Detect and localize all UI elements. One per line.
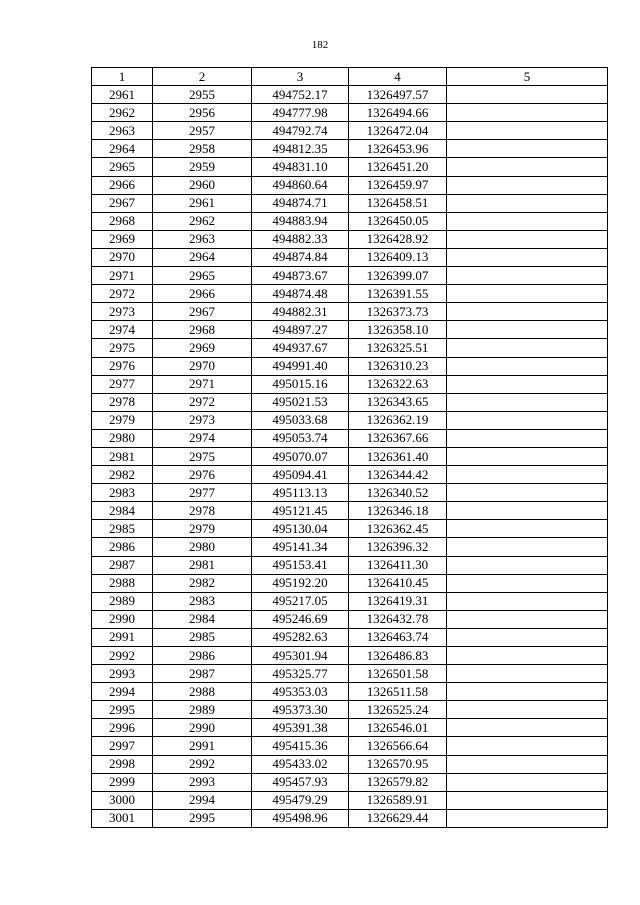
column-header: 3 [252,68,349,86]
table-cell: 1326411.30 [349,556,447,574]
table-cell: 1326458.51 [349,194,447,212]
table-cell: 495301.94 [252,647,349,665]
table-cell: 495121.45 [252,502,349,520]
table-cell [447,809,608,827]
table-cell: 2967 [92,194,153,212]
table-cell [447,267,608,285]
table-cell: 494812.35 [252,140,349,158]
table-cell: 2979 [153,520,252,538]
table-cell: 2982 [153,574,252,592]
table-cell [447,574,608,592]
table-row [92,303,608,321]
table-cell: 495498.96 [252,809,349,827]
table-cell: 2956 [153,104,252,122]
table-row [92,755,608,773]
table-cell: 2981 [92,447,153,465]
table-row [92,140,608,158]
table-row [92,447,608,465]
table-cell: 1326494.66 [349,104,447,122]
table-cell [447,773,608,791]
table-cell [447,339,608,357]
table-cell: 2999 [92,773,153,791]
table-row [92,86,608,104]
table-row [92,267,608,285]
table-cell: 2992 [153,755,252,773]
table-row [92,104,608,122]
table-row [92,411,608,429]
table-cell: 2966 [92,176,153,194]
table-cell: 495153.41 [252,556,349,574]
table-cell [447,158,608,176]
table-cell: 2985 [153,628,252,646]
table-header-row [92,68,608,86]
table-cell: 2970 [92,248,153,266]
table-cell: 1326396.32 [349,538,447,556]
table-cell [447,411,608,429]
table-row [92,285,608,303]
table-cell: 2986 [92,538,153,556]
table-cell: 1326497.57 [349,86,447,104]
table-row [92,701,608,719]
table-cell: 495325.77 [252,665,349,683]
table-cell: 1326410.45 [349,574,447,592]
table-cell: 1326525.24 [349,701,447,719]
table-cell: 494897.27 [252,321,349,339]
table-cell: 3000 [92,791,153,809]
table-cell: 2971 [92,267,153,285]
table-cell: 2993 [153,773,252,791]
table-row [92,610,608,628]
table-cell: 1326459.97 [349,176,447,194]
coordinates-table [91,67,608,828]
table-cell: 2977 [92,375,153,393]
table-cell: 1326340.52 [349,484,447,502]
table-cell: 494874.84 [252,248,349,266]
table-cell [447,520,608,538]
table-cell: 1326373.73 [349,303,447,321]
table-cell: 2976 [92,357,153,375]
table-cell: 2988 [153,683,252,701]
table-cell: 2978 [92,393,153,411]
table-cell [447,538,608,556]
table-cell: 2980 [92,429,153,447]
table-cell: 494752.17 [252,86,349,104]
table-row [92,520,608,538]
table-cell: 2963 [153,230,252,248]
table-cell [447,357,608,375]
table-cell [447,719,608,737]
table-row [92,339,608,357]
table-cell [447,502,608,520]
table-cell: 494882.33 [252,230,349,248]
table-cell: 1326344.42 [349,466,447,484]
table-body [92,86,608,828]
table-cell: 495457.93 [252,773,349,791]
table-cell: 2958 [153,140,252,158]
table-cell: 2996 [92,719,153,737]
table-cell: 2985 [92,520,153,538]
table-cell: 2986 [153,647,252,665]
table-cell: 494831.10 [252,158,349,176]
table-cell: 2957 [153,122,252,140]
table-cell: 2974 [153,429,252,447]
table-cell [447,665,608,683]
table-cell: 495415.36 [252,737,349,755]
table-cell: 2969 [153,339,252,357]
table-cell: 2991 [92,628,153,646]
table-cell: 2970 [153,357,252,375]
table-cell: 2966 [153,285,252,303]
table-row [92,556,608,574]
table-cell: 2962 [92,104,153,122]
table-row [92,538,608,556]
table-cell: 494874.48 [252,285,349,303]
table-cell: 494777.98 [252,104,349,122]
table-cell: 495217.05 [252,592,349,610]
table-cell [447,556,608,574]
table-cell [447,755,608,773]
table-row [92,737,608,755]
table-cell: 2998 [92,755,153,773]
column-header: 5 [447,68,608,86]
table-cell: 1326419.31 [349,592,447,610]
table-cell: 2987 [92,556,153,574]
table-cell: 494874.71 [252,194,349,212]
table-row [92,321,608,339]
table-row [92,194,608,212]
table-cell [447,230,608,248]
table-row [92,429,608,447]
table-cell [447,701,608,719]
table-row [92,791,608,809]
table-cell: 2968 [92,212,153,230]
table-cell: 1326453.96 [349,140,447,158]
table-cell: 1326361.40 [349,447,447,465]
table-cell: 1326391.55 [349,285,447,303]
table-row [92,248,608,266]
table-cell: 2979 [92,411,153,429]
table-cell: 1326362.45 [349,520,447,538]
table-cell: 2967 [153,303,252,321]
table-cell: 2963 [92,122,153,140]
table-cell: 495021.53 [252,393,349,411]
table-cell: 1326358.10 [349,321,447,339]
table-cell: 495094.41 [252,466,349,484]
table-cell [447,104,608,122]
table-cell: 1326428.92 [349,230,447,248]
table-cell [447,194,608,212]
table-cell: 1326511.58 [349,683,447,701]
table-cell: 2976 [153,466,252,484]
table-cell: 2977 [153,484,252,502]
table-cell: 1326343.65 [349,393,447,411]
table-row [92,809,608,827]
table-cell: 3001 [92,809,153,827]
table-cell: 495479.29 [252,791,349,809]
table-cell [447,610,608,628]
table-cell: 494882.31 [252,303,349,321]
table-cell: 2978 [153,502,252,520]
table-row [92,773,608,791]
table-cell: 495053.74 [252,429,349,447]
table-cell [447,176,608,194]
table-cell: 494792.74 [252,122,349,140]
table-cell [447,484,608,502]
column-header: 2 [153,68,252,86]
table-cell: 2990 [153,719,252,737]
table-cell: 494883.94 [252,212,349,230]
table-cell: 2995 [92,701,153,719]
table-cell [447,212,608,230]
table-cell: 495130.04 [252,520,349,538]
column-header: 4 [349,68,447,86]
table-cell: 1326472.04 [349,122,447,140]
table-row [92,592,608,610]
table-cell [447,321,608,339]
table-cell: 1326501.58 [349,665,447,683]
table-cell: 2964 [153,248,252,266]
table-row [92,212,608,230]
table-cell: 495015.16 [252,375,349,393]
table-cell: 2968 [153,321,252,339]
table-cell: 2969 [92,230,153,248]
table-cell: 2994 [153,791,252,809]
table-row [92,628,608,646]
table-cell: 494873.67 [252,267,349,285]
table-cell: 2997 [92,737,153,755]
page-number: 182 [311,39,329,51]
table-cell: 495433.02 [252,755,349,773]
table-cell: 1326579.82 [349,773,447,791]
table-row [92,357,608,375]
table-cell: 2987 [153,665,252,683]
table-cell [447,466,608,484]
table-cell: 2974 [92,321,153,339]
table-cell: 1326399.07 [349,267,447,285]
table-cell: 2989 [153,701,252,719]
table-cell: 495246.69 [252,610,349,628]
table-cell: 494860.64 [252,176,349,194]
table-cell [447,737,608,755]
table-cell: 1326325.51 [349,339,447,357]
table-cell: 2971 [153,375,252,393]
table-cell: 494991.40 [252,357,349,375]
table-cell: 495113.13 [252,484,349,502]
table-row [92,176,608,194]
table-cell: 1326546.01 [349,719,447,737]
table-cell [447,628,608,646]
table-cell: 495033.68 [252,411,349,429]
table-cell: 494937.67 [252,339,349,357]
table-cell: 2965 [92,158,153,176]
table-cell [447,592,608,610]
table-cell: 2995 [153,809,252,827]
table-cell [447,122,608,140]
table-cell: 2982 [92,466,153,484]
table-cell: 2981 [153,556,252,574]
table-cell: 2975 [92,339,153,357]
table-cell: 2991 [153,737,252,755]
table-cell: 2961 [153,194,252,212]
table-cell: 1326589.91 [349,791,447,809]
table-cell [447,647,608,665]
table-cell: 2975 [153,447,252,465]
table-cell: 1326310.23 [349,357,447,375]
table-cell: 1326463.74 [349,628,447,646]
table-cell: 495141.34 [252,538,349,556]
table-cell: 1326451.20 [349,158,447,176]
table-cell: 1326570.95 [349,755,447,773]
table-row [92,375,608,393]
table-cell [447,248,608,266]
table-cell: 495373.30 [252,701,349,719]
table-cell: 2983 [153,592,252,610]
table-cell [447,393,608,411]
table-cell: 1326362.19 [349,411,447,429]
table-row [92,683,608,701]
table-cell: 2962 [153,212,252,230]
table-row [92,719,608,737]
table-cell: 2989 [92,592,153,610]
table-cell: 495282.63 [252,628,349,646]
table-cell [447,683,608,701]
table-cell: 1326367.66 [349,429,447,447]
table-cell [447,447,608,465]
table-cell: 2993 [92,665,153,683]
table-row [92,230,608,248]
table-row [92,502,608,520]
table-cell [447,375,608,393]
table-row [92,484,608,502]
table-cell [447,86,608,104]
table-cell: 1326346.18 [349,502,447,520]
table-cell: 2990 [92,610,153,628]
table-row [92,647,608,665]
table-cell: 2965 [153,267,252,285]
table-row [92,393,608,411]
table-cell: 2984 [92,502,153,520]
table-cell: 495353.03 [252,683,349,701]
table-cell: 1326409.13 [349,248,447,266]
table-cell [447,140,608,158]
table-cell: 2961 [92,86,153,104]
table-cell [447,303,608,321]
table-cell: 495192.20 [252,574,349,592]
table-row [92,574,608,592]
table-cell: 1326486.83 [349,647,447,665]
table-cell: 495391.38 [252,719,349,737]
table-cell: 2992 [92,647,153,665]
table-cell: 2955 [153,86,252,104]
table-cell: 2964 [92,140,153,158]
table-cell [447,285,608,303]
table-cell: 2980 [153,538,252,556]
table-cell: 1326450.05 [349,212,447,230]
table-cell: 1326432.78 [349,610,447,628]
table-cell: 2973 [153,411,252,429]
table-cell: 2983 [92,484,153,502]
table-cell: 1326322.63 [349,375,447,393]
table-cell [447,429,608,447]
table-cell: 495070.07 [252,447,349,465]
table-cell: 1326629.44 [349,809,447,827]
table-cell: 2973 [92,303,153,321]
table-cell [447,791,608,809]
table-row [92,665,608,683]
table-row [92,466,608,484]
table-row [92,158,608,176]
table-cell: 1326566.64 [349,737,447,755]
table-cell: 2972 [153,393,252,411]
column-header: 1 [92,68,153,86]
table-cell: 2984 [153,610,252,628]
table-cell: 2994 [92,683,153,701]
table-cell: 2960 [153,176,252,194]
table-cell: 2959 [153,158,252,176]
table-cell: 2988 [92,574,153,592]
table-cell: 2972 [92,285,153,303]
table-row [92,122,608,140]
